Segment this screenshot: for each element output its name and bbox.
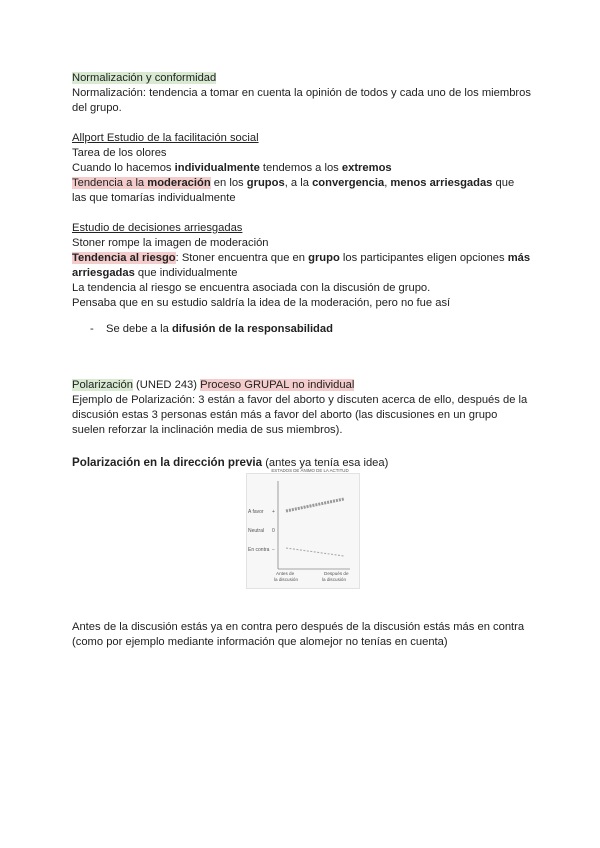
x-label-after-1: Después de [324, 571, 349, 576]
conclusion-line1: Antes de la discusión estás ya en contra pero después de la discusión estás más en contra [72, 621, 525, 633]
bullet-difusion: - Se debe a la difusión de la responsabilidad [90, 323, 333, 335]
decisiones-line2: Tendencia al riesgo: Stoner encuentra que en grupo los participantes eligen opciones más [72, 252, 531, 264]
allport-line4: las que tomarías individualmente [72, 192, 236, 204]
normalizacion-definition-line1: Normalización: tendencia a tomar en cuenta la opinión de todos y cada uno de los miembros [72, 87, 531, 99]
conclusion-line2: (como por ejemplo mediante información que alomejor no tenías en cuenta) [72, 636, 448, 648]
y-label-neutral: Neutral [248, 528, 265, 534]
x-label-before-2: la discusión [274, 577, 299, 582]
x-label-before-1: Antes de [276, 571, 295, 576]
section-decisiones-heading: Estudio de decisiones arriesgadas [72, 222, 243, 234]
decisiones-line4: La tendencia al riesgo se encuentra asociada con la discusión de grupo. [72, 282, 431, 294]
decisiones-line1: Stoner rompe la imagen de moderación [72, 237, 269, 249]
y-tick-minus: − [272, 547, 275, 553]
allport-line2: Cuando lo hacemos individualmente tendemos a los extremos [72, 162, 392, 174]
y-tick-zero: 0 [272, 528, 275, 534]
polarizacion-line3: suelen reforzar la inclinación media de sus miembros). [72, 424, 343, 436]
normalizacion-definition-line2: del grupo. [72, 102, 122, 114]
allport-line1: Tarea de los olores [72, 147, 167, 159]
polarizacion-subheading: Polarización en la dirección previa (antes ya tenía esa idea) [72, 456, 389, 469]
decisiones-line5: Pensaba que en su estudio saldría la idea de la moderación, pero no fue así [72, 297, 451, 309]
decisiones-line3: arriesgadas que individualmente [72, 267, 238, 279]
y-tick-plus: + [272, 509, 275, 515]
section-polarizacion-heading: Polarización (UNED 243) Proceso GRUPAL no individual [72, 379, 355, 391]
polarizacion-line2: discusión estas 3 personas están más a favor del aborto (las discusiones en un grupo [72, 409, 498, 421]
y-label-favor: A favor [248, 509, 264, 515]
section-normalizacion-heading: Normalización y conformidad [72, 72, 217, 84]
allport-line3: Tendencia a la moderación en los grupos, a la convergencia, menos arriesgadas que [72, 177, 515, 189]
figure-title: ESTADOS DE ÁNIMO DE LA ACTITUD [271, 468, 349, 473]
polarizacion-line1: Ejemplo de Polarización: 3 están a favor del aborto y discuten acerca de ello, después de la [72, 394, 528, 406]
bullet-dash: - [90, 323, 94, 335]
section-allport-heading: Allport Estudio de la facilitación social [72, 132, 259, 144]
polarization-figure [246, 465, 360, 589]
x-label-after-2: la discusión [322, 577, 347, 582]
y-label-contra: En contra [248, 547, 270, 553]
